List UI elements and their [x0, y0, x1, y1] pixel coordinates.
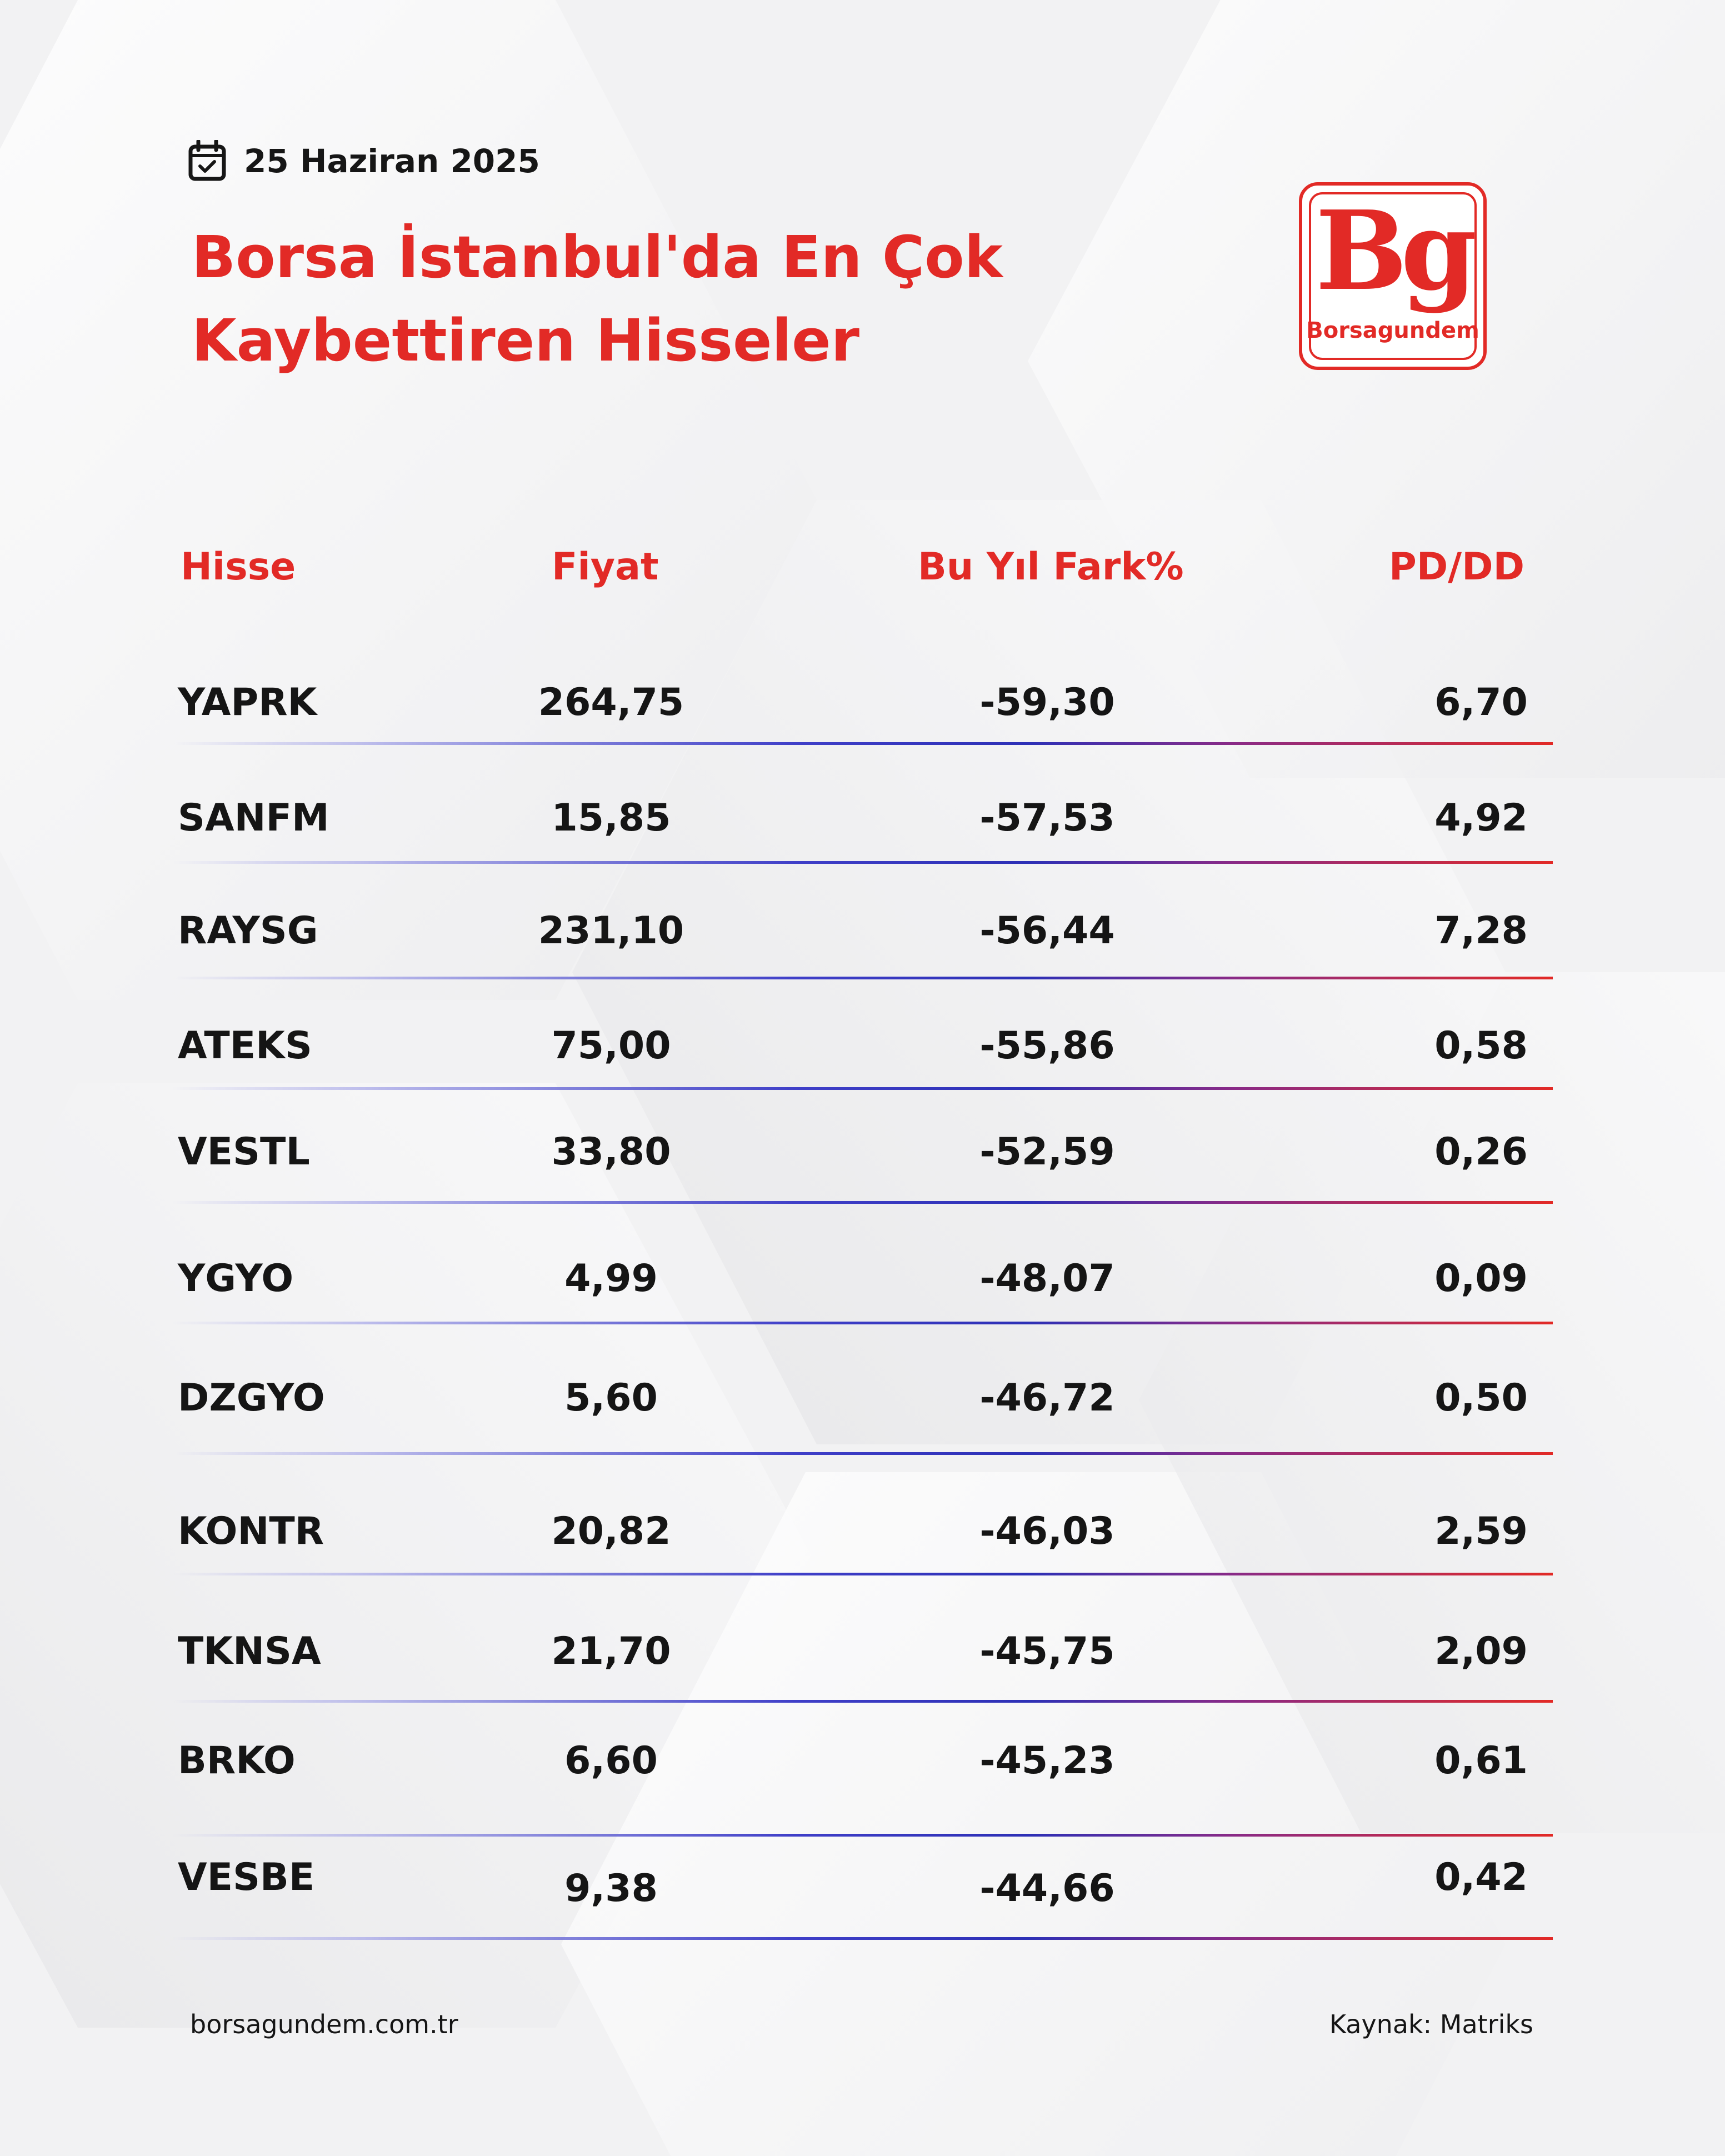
- ytd-change: -48,07: [979, 1257, 1115, 1300]
- pd-dd-ratio: 0,58: [1434, 1024, 1528, 1068]
- stock-price: 9,38: [564, 1867, 658, 1910]
- stock-price: 5,60: [564, 1376, 658, 1420]
- title-line-2: Kaybettiren Hisseler: [192, 307, 859, 374]
- pd-dd-ratio: 2,59: [1434, 1509, 1528, 1553]
- ytd-change: -55,86: [979, 1024, 1115, 1068]
- pd-dd-ratio: 0,50: [1434, 1376, 1528, 1420]
- column-header-bu-yil-fark: Bu Yıl Fark%: [918, 545, 1184, 589]
- pd-dd-ratio: 4,92: [1434, 796, 1528, 840]
- footer-website: borsagundem.com.tr: [190, 2009, 458, 2039]
- date-row: [187, 140, 540, 182]
- stock-code: VESTL: [178, 1130, 310, 1174]
- table-header: [0, 542, 1725, 592]
- table-row: [0, 1627, 1725, 1738]
- stock-price: 21,70: [551, 1629, 671, 1673]
- stock-price: 231,10: [538, 909, 684, 953]
- column-header-fiyat: Fiyat: [552, 545, 659, 589]
- ytd-change: -57,53: [979, 796, 1115, 840]
- footer-source: Kaynak: Matriks: [1329, 2009, 1533, 2039]
- stock-code: KONTR: [178, 1509, 324, 1553]
- stock-code: YAPRK: [178, 681, 317, 724]
- stock-code: DZGYO: [178, 1376, 325, 1420]
- stock-code: RAYSG: [178, 909, 318, 953]
- table-row: [0, 1373, 1725, 1484]
- ytd-change: -44,66: [979, 1867, 1115, 1910]
- pd-dd-ratio: 0,09: [1434, 1257, 1528, 1300]
- ytd-change: -56,44: [979, 909, 1115, 953]
- stock-price: 33,80: [551, 1130, 671, 1174]
- stock-price: 264,75: [538, 681, 684, 724]
- pd-dd-ratio: 0,26: [1434, 1130, 1528, 1174]
- table-row: [0, 793, 1725, 904]
- stock-price: 4,99: [564, 1257, 658, 1300]
- column-header-pd-dd: PD/DD: [1389, 545, 1525, 589]
- stock-code: SANFM: [178, 796, 329, 840]
- ytd-change: -46,03: [979, 1509, 1115, 1553]
- title-line-1: Borsa İstanbul'da En Çok: [192, 223, 1003, 291]
- stock-code: ATEKS: [178, 1024, 312, 1068]
- stock-price: 6,60: [564, 1739, 658, 1783]
- pd-dd-ratio: 0,42: [1434, 1855, 1528, 1899]
- stock-code: YGYO: [178, 1257, 294, 1300]
- stock-price: 15,85: [551, 796, 671, 840]
- logo-mark: Bg: [1315, 187, 1471, 315]
- stock-price: 75,00: [551, 1024, 671, 1068]
- stock-code: TKNSA: [178, 1629, 321, 1673]
- pd-dd-ratio: 0,61: [1434, 1739, 1528, 1783]
- pd-dd-ratio: 2,09: [1434, 1629, 1528, 1673]
- stock-price: 20,82: [551, 1509, 671, 1553]
- table-row: [0, 1507, 1725, 1618]
- calendar-icon: [187, 140, 227, 182]
- ytd-change: -52,59: [979, 1130, 1115, 1174]
- table-row: [0, 1736, 1725, 1847]
- table-row: [0, 1021, 1725, 1132]
- ytd-change: -59,30: [979, 681, 1115, 724]
- table-row: [0, 906, 1725, 1017]
- table-row: [0, 1127, 1725, 1238]
- stock-code: BRKO: [178, 1739, 296, 1783]
- page-title: [192, 216, 1025, 382]
- pd-dd-ratio: 7,28: [1434, 909, 1528, 953]
- borsagundem-logo: [1299, 182, 1487, 370]
- ytd-change: -45,75: [979, 1629, 1115, 1673]
- table-row: [0, 1853, 1725, 1964]
- logo-wordmark: Borsagundem: [1306, 318, 1479, 343]
- table-row: [0, 1254, 1725, 1365]
- column-header-hisse: Hisse: [181, 545, 296, 589]
- pd-dd-ratio: 6,70: [1434, 681, 1528, 724]
- ytd-change: -45,23: [979, 1739, 1115, 1783]
- ytd-change: -46,72: [979, 1376, 1115, 1420]
- stock-code: VESBE: [178, 1855, 315, 1899]
- report-date: 25 Haziran 2025: [244, 142, 540, 180]
- table-row: [0, 678, 1725, 789]
